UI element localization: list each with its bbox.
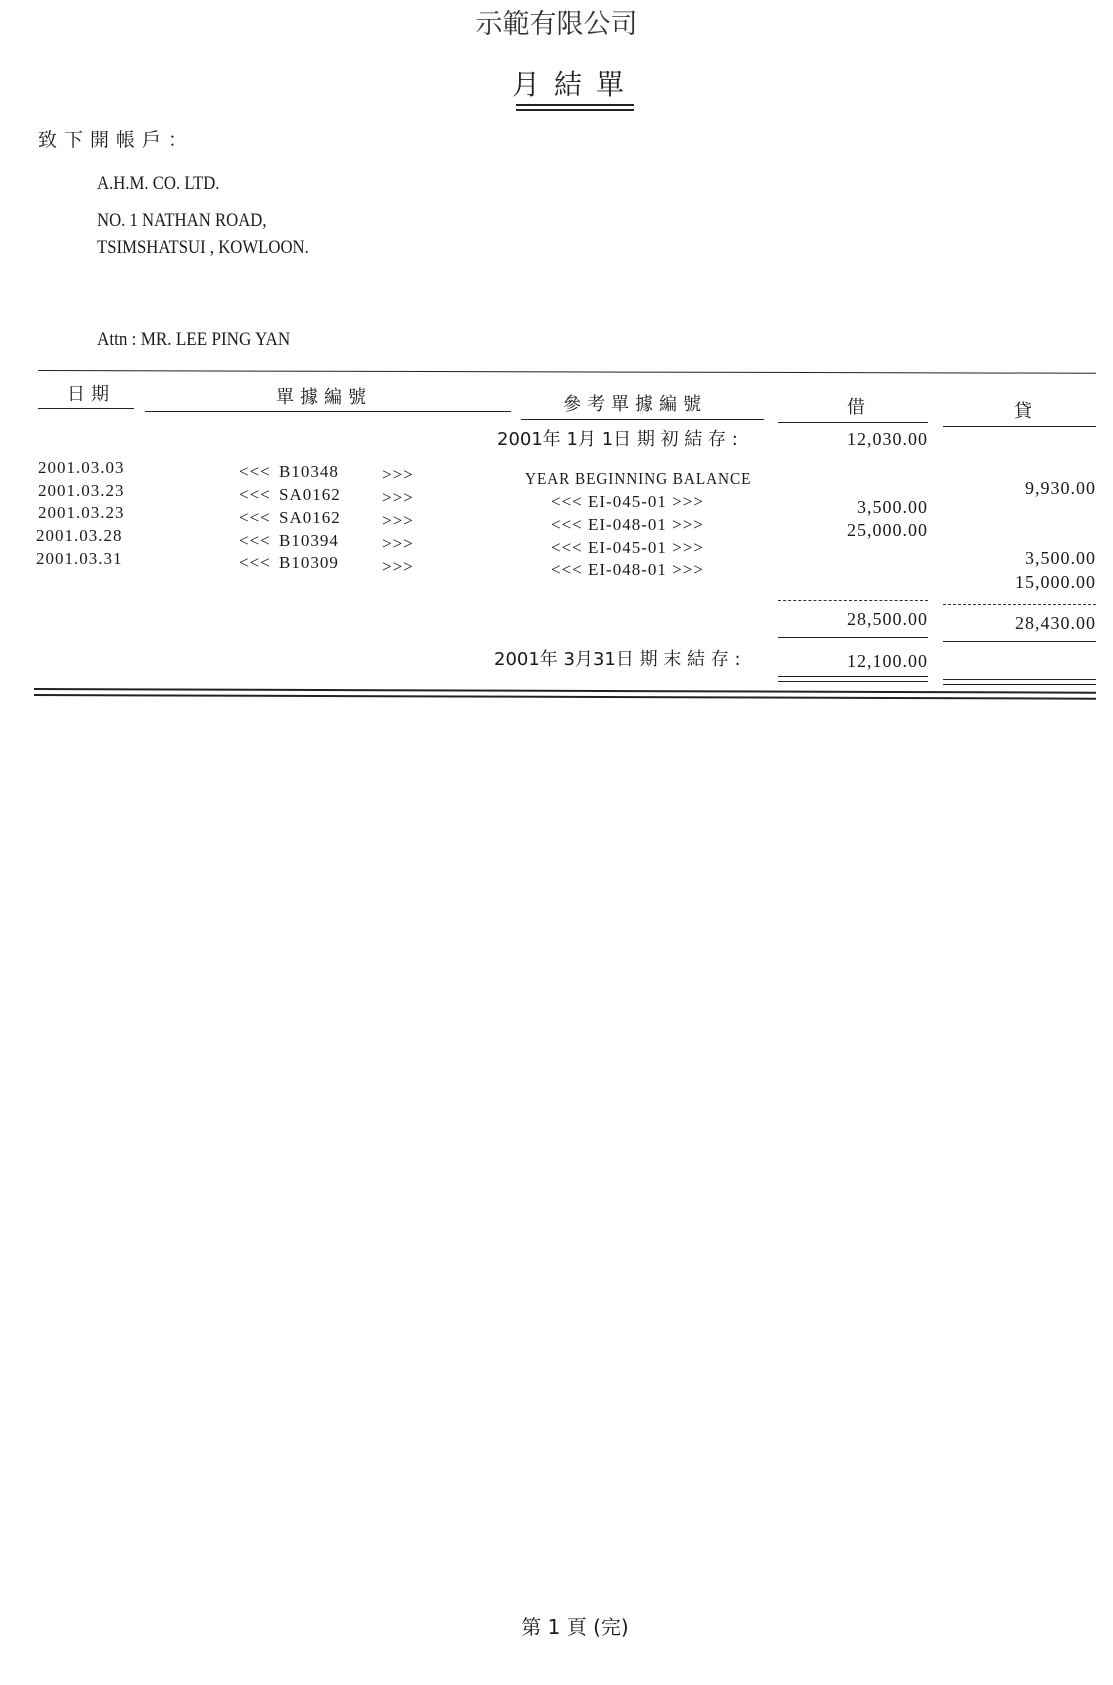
row-5-ref: <<< EI-048-01 >>> (551, 560, 704, 579)
row-2-debit: 3,500.00 (857, 497, 928, 517)
header-credit-underline (943, 426, 1096, 427)
header-debit: 借 (847, 397, 871, 418)
title-underline-bottom (516, 109, 634, 111)
row-4-doc-prefix: <<< (239, 531, 271, 550)
recipient-address-line1: NO. 1 NATHAN ROAD, (97, 210, 267, 231)
row-4-credit: 3,500.00 (1025, 548, 1096, 568)
header-doc-underline (145, 411, 511, 412)
row-5-doc-prefix: <<< (239, 553, 271, 572)
row-5-date: 2001.03.31 (36, 549, 123, 568)
row-4-doc-no: B10394 (279, 531, 339, 550)
debit-total-dashed-rule (778, 600, 928, 601)
header-date-underline (38, 408, 134, 409)
row-3-date: 2001.03.23 (38, 503, 125, 522)
row-1-credit: 9,930.00 (1025, 478, 1096, 498)
header-credit: 貸 (1014, 401, 1038, 422)
row-5-credit: 15,000.00 (1015, 572, 1096, 592)
header-debit-underline (778, 422, 928, 423)
table-top-rule (38, 370, 1096, 374)
header-date: 日期 (67, 384, 115, 405)
row-1-ref: YEAR BEGINNING BALANCE (525, 469, 752, 488)
credit-total-dashed-rule (943, 604, 1096, 605)
table-bottom-rule-2 (34, 694, 1096, 700)
recipient-name: A.H.M. CO. LTD. (97, 173, 220, 194)
header-doc-no: 單據編號 (276, 387, 372, 408)
row-1-doc-suffix: >>> (382, 465, 414, 484)
closing-credit-rule-2 (943, 684, 1096, 685)
row-5-doc-no: B10309 (279, 553, 339, 572)
row-2-doc-prefix: <<< (239, 485, 271, 504)
row-1-doc-prefix: <<< (239, 462, 271, 481)
header-ref-no: 參考單據編號 (563, 394, 707, 415)
total-debit: 28,500.00 (847, 609, 928, 629)
row-3-debit: 25,000.00 (847, 520, 928, 540)
row-3-doc-no: SA0162 (279, 508, 341, 527)
closing-balance-debit: 12,100.00 (847, 651, 928, 671)
row-5-doc-suffix: >>> (382, 557, 414, 576)
row-1-date: 2001.03.03 (38, 458, 125, 477)
closing-debit-rule-1 (778, 676, 928, 677)
row-3-doc-suffix: >>> (382, 511, 414, 530)
row-2-date: 2001.03.23 (38, 481, 125, 500)
row-2-doc-suffix: >>> (382, 488, 414, 507)
row-3-doc-prefix: <<< (239, 508, 271, 527)
row-4-doc-suffix: >>> (382, 534, 414, 553)
row-2-ref: <<< EI-045-01 >>> (551, 492, 704, 511)
row-3-ref: <<< EI-048-01 >>> (551, 515, 704, 534)
total-credit: 28,430.00 (1015, 613, 1096, 633)
credit-total-rule (943, 641, 1096, 642)
page-number: 第 1 頁 (完) (521, 1615, 629, 1639)
header-ref-underline (521, 419, 764, 420)
recipient-label: 致下開帳戶： (38, 129, 195, 151)
company-name: 示範有限公司 (475, 9, 638, 40)
row-2-doc-no: SA0162 (279, 485, 341, 504)
opening-balance-label: 2001年 1月 1日 期 初 結 存 : (497, 429, 738, 450)
opening-balance-debit: 12,030.00 (847, 429, 928, 449)
row-1-doc-no: B10348 (279, 462, 339, 481)
document-title: 月結單 (511, 68, 638, 101)
table-bottom-rule-1 (34, 688, 1096, 694)
row-4-ref: <<< EI-045-01 >>> (551, 538, 704, 557)
row-4-date: 2001.03.28 (36, 526, 123, 545)
recipient-attn: Attn : MR. LEE PING YAN (97, 329, 291, 350)
debit-total-rule (778, 637, 928, 638)
title-underline-top (516, 104, 634, 106)
closing-debit-rule-2 (778, 681, 928, 682)
closing-credit-rule-1 (943, 679, 1096, 680)
recipient-address-line2: TSIMSHATSUI , KOWLOON. (97, 237, 309, 258)
closing-balance-label: 2001年 3月31日 期 末 結 存 : (494, 649, 741, 670)
